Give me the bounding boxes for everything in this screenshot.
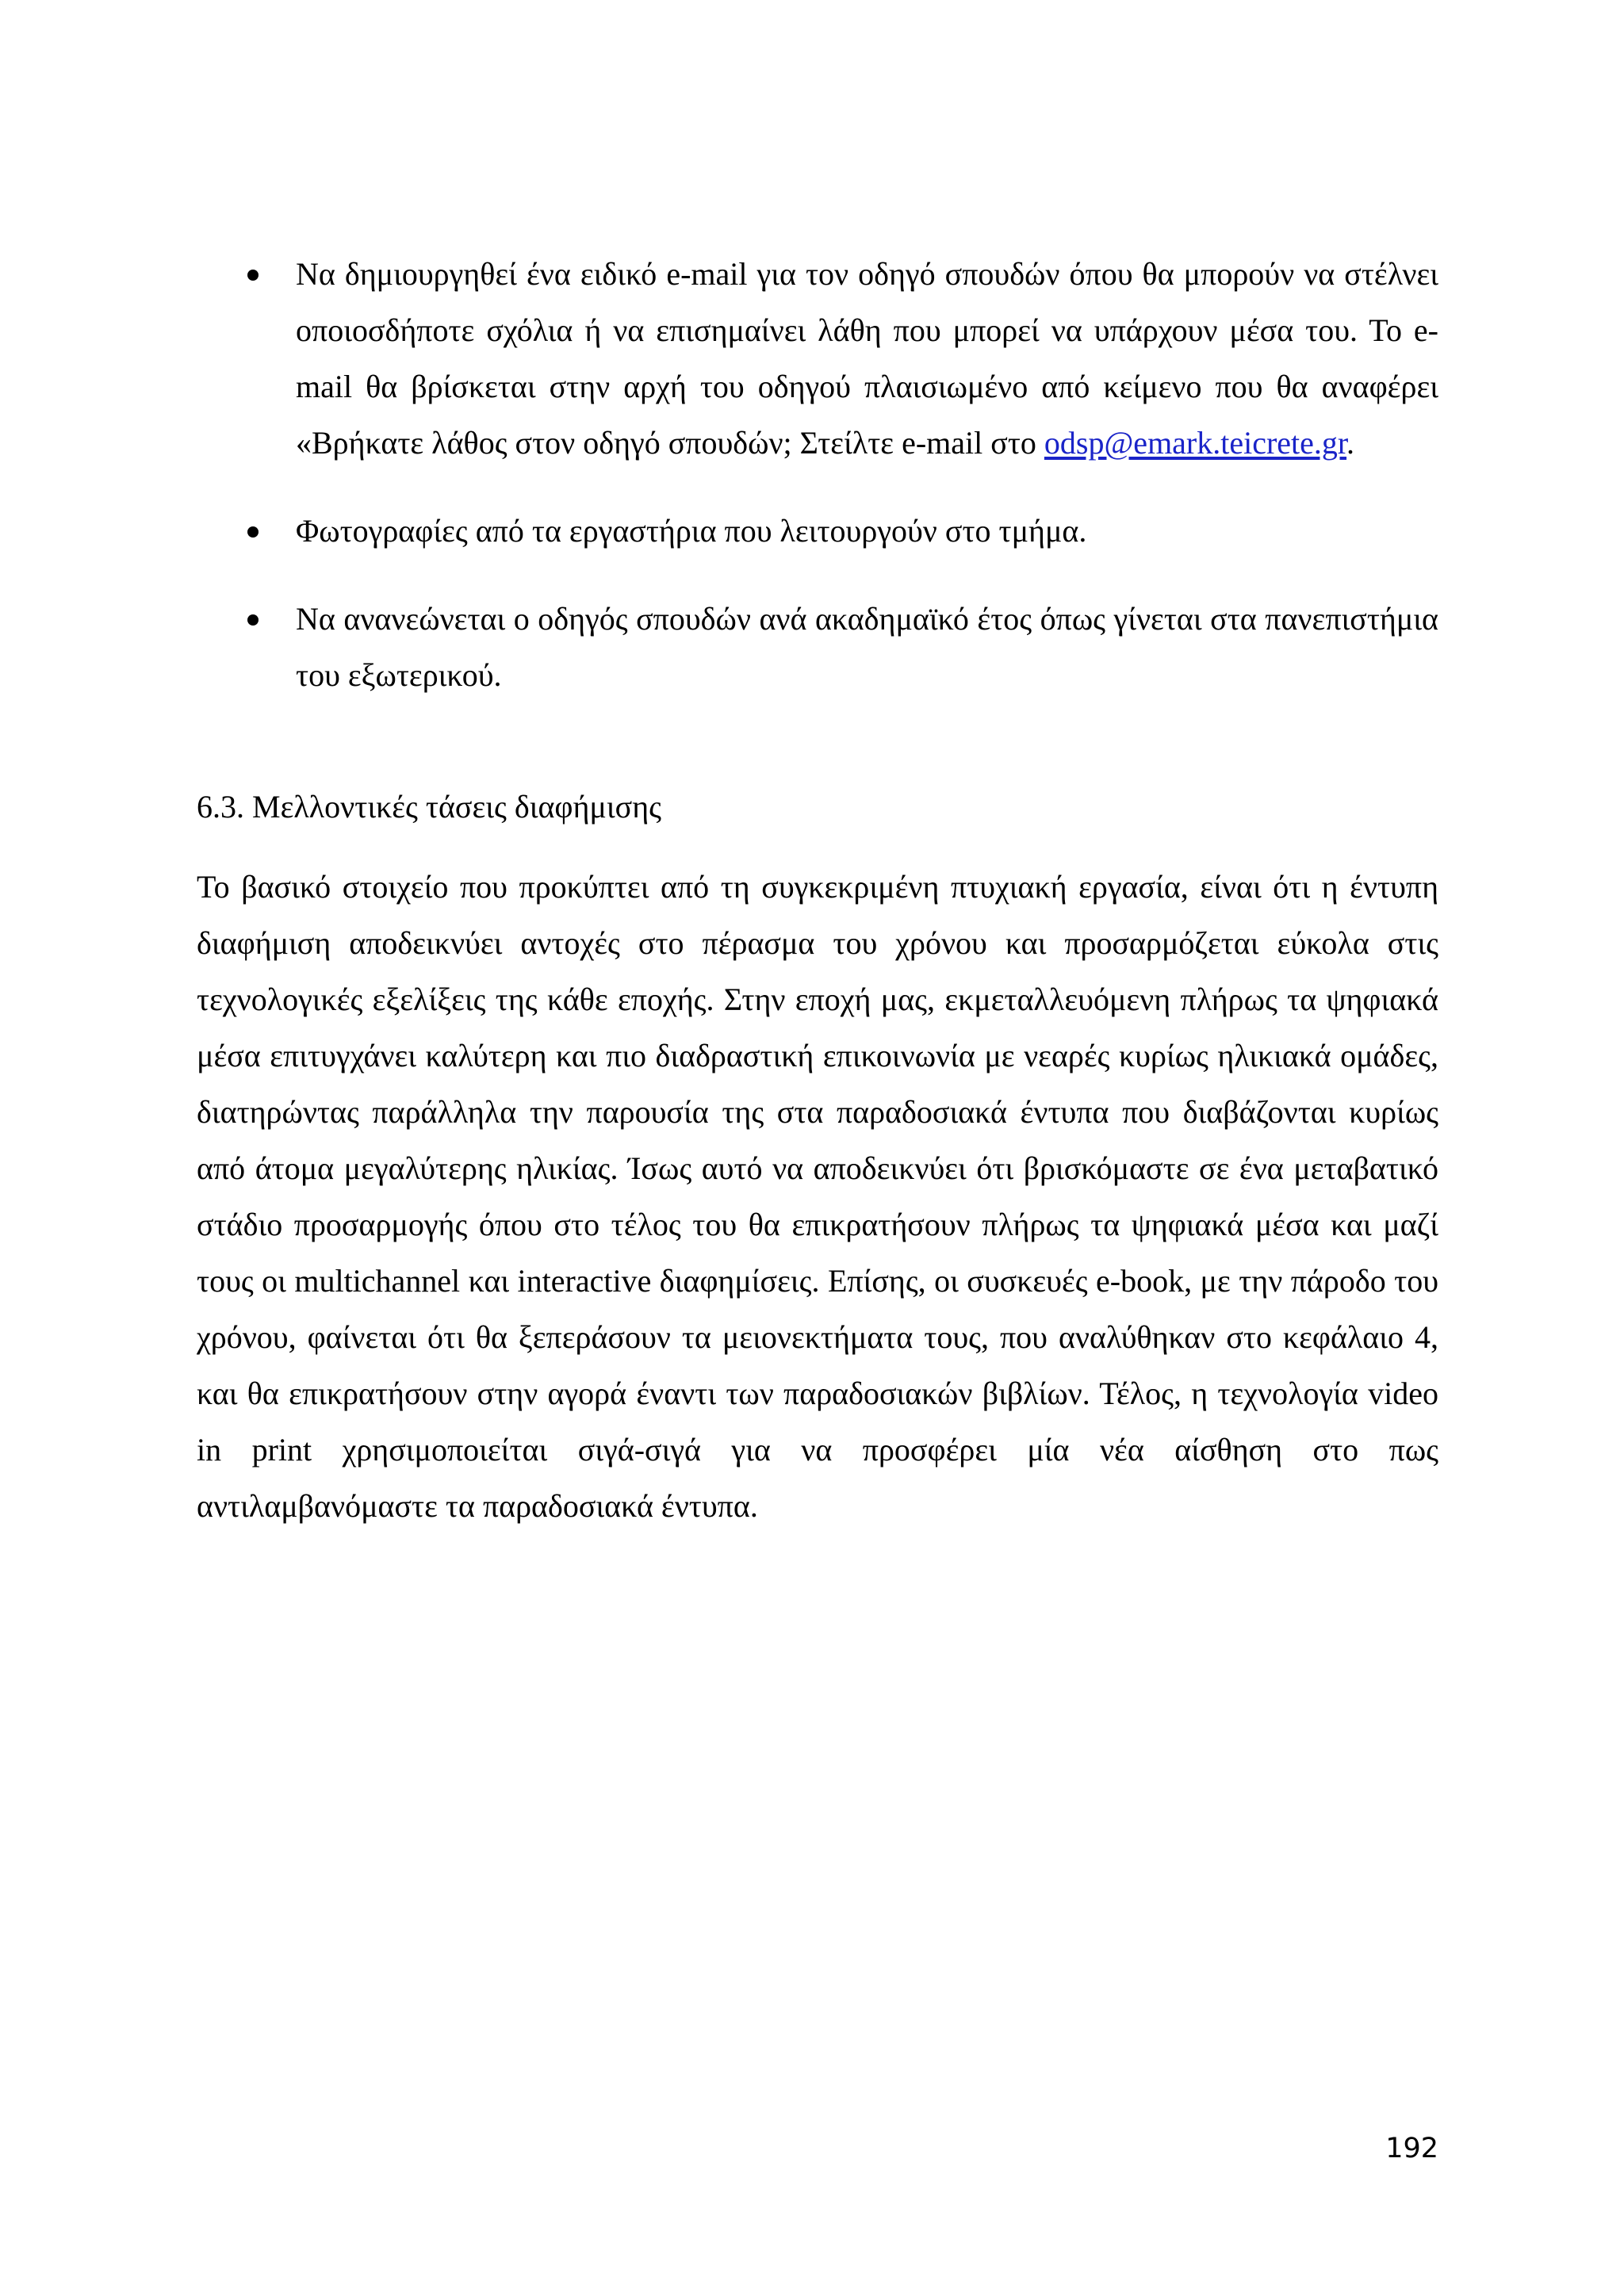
list-item	[197, 591, 1438, 703]
section-paragraph: Το βασικό στοιχείο που προκύπτει από τη συγκεκριμένη πτυχιακή εργασία, είναι ότι η έντυπη διαφήμιση αποδεικνύει αντοχές στο πέρασμα του χρόνου και προσαρμόζεται εύκολα στις τεχνολογικές εξελίξεις της κάθε εποχής. Στην εποχή μας, εκμεταλλευόμενη πλήρως τα ψηφιακά μέσα επιτυγχάνει καλύτερη και πιο διαδραστική επικοινωνία με νεαρές κυρίως ηλικιακά ομάδες, διατηρώντας παράλληλα την παρουσία της στα παραδοσιακά έντυπα που διαβάζονται κυρίως από άτομα μεγαλύτερης ηλικίας. Ίσως αυτό να αποδεικνύει ότι βρισκόμαστε σε ένα μεταβατικό στάδιο προσαρμογής όπου στο τέλος του θα επικρατήσουν πλήρως τα ψηφιακά μέσα και μαζί τους οι multichannel και interactive διαφημίσεις. Επίσης, οι συσκευές e-book, με την πάροδο του χρόνου, φαίνεται ότι θα ξεπεράσουν τα μειονεκτήματα τους, που αναλύθηκαν στο κεφάλαιο 4, και θα επικρατήσουν στην αγορά έναντι των παραδοσιακών βιβλίων. Τέλος, η τεχνολογία video in print χρησιμοποιείται σιγά-σιγά για να προσφέρει μία νέα αίσθηση στο πως αντιλαμβανόμαστε τα παραδοσιακά έντυπα.	[197, 869, 1438, 1524]
list-item	[197, 246, 1438, 471]
bullet-icon	[247, 270, 259, 281]
list-item-text: Φωτογραφίες από τα εργαστήρια που λειτουργούν στο τμήμα.	[296, 513, 1087, 549]
bullet-icon	[247, 526, 259, 538]
page-number: 192	[1385, 2133, 1438, 2164]
list-item	[197, 503, 1438, 559]
page-content	[197, 246, 1438, 1534]
section-heading: 6.3. Μελλοντικές τάσεις διαφήμισης	[197, 789, 661, 825]
recommendation-list	[197, 246, 1438, 703]
bullet-icon	[247, 614, 259, 626]
list-item-text: Να ανανεώνεται ο οδηγός σπουδών ανά ακαδημαϊκό έτος όπως γίνεται στα πανεπιστήμια του εξωτερικού.	[296, 601, 1438, 693]
email-link[interactable]: odsp@emark.teicrete.gr	[1044, 425, 1347, 461]
list-item-suffix: .	[1346, 425, 1355, 461]
list-item-text: Να δημιουργηθεί ένα ειδικό e-mail για τον οδηγό σπουδών όπου θα μπορούν να στέλνει οποιοσδήποτε σχόλια ή να επισημαίνει λάθη που μπορεί να υπάρχουν μέσα του. Το e-mail θα βρίσκεται στην αρχή του οδηγού πλαισιωμένο από κείμενο που θα αναφέρει «Βρήκατε λάθος στον οδηγό σπουδών; Στείλτε e-mail στο	[296, 256, 1438, 461]
